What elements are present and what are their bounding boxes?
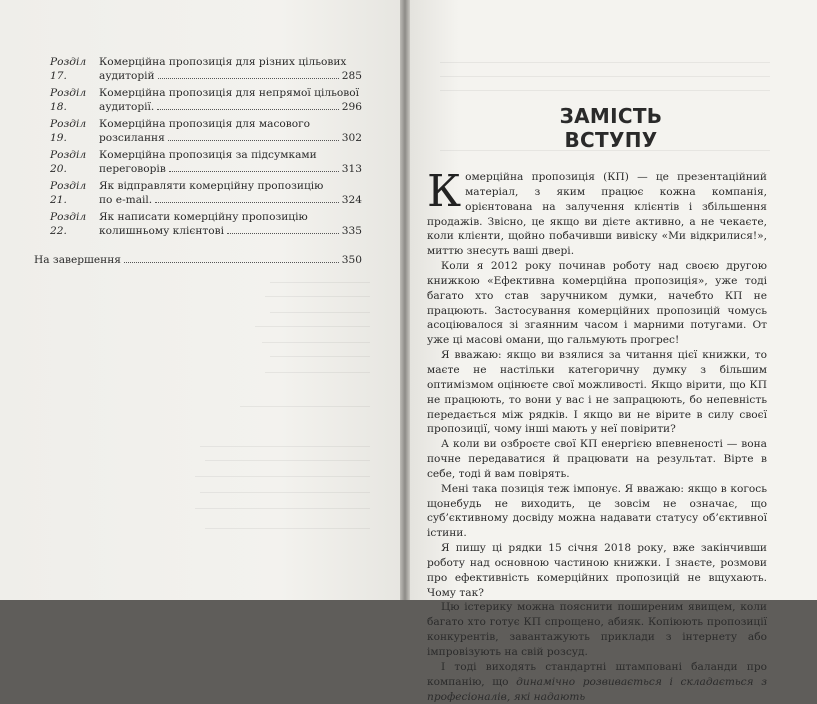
paragraph: Мені така позиція теж імпонує. Я вважаю: якщо в когось щонебудь не виходить, це зовсім не означає, що суб’єктивному досвіду можна надавати статусу об’єктивної істини.: [427, 482, 767, 540]
toc-chapter-number: Розділ 19.: [50, 118, 87, 144]
toc-leader-dots: [158, 77, 339, 79]
toc-chapter-number: Розділ 21.: [50, 180, 87, 206]
paragraph: І тоді виходять стандартні штамповані баланди про компанію, що динамічно розвивається і складається з професіоналів, які надають: [427, 660, 767, 703]
toc-title-line: Як відправляти комерційну пропозицію: [99, 180, 324, 192]
paragraph: Коли я 2012 року починав роботу над своєю другою книжкою «Ефективна комерційна пропозиція», уже тоді багато хто став заручником думки, начебто КП не працюють. Застосування комерційних пропозицій чомусь асоціювалося зі згаянним часом і марними потугами. От уже ці масові омани, що гальмують прогрес!: [427, 260, 767, 347]
toc-leader-dots: [155, 201, 339, 203]
toc-title-line: Комерційна пропозиція за підсумками: [99, 149, 317, 161]
toc-leader-dots: [124, 261, 339, 263]
toc-entry[interactable]: [50, 117, 362, 145]
toc-page-number: 335: [341, 225, 362, 237]
toc-chapter-number: Розділ 20.: [50, 149, 87, 175]
toc-leader-dots: [169, 170, 339, 172]
toc-title-line: аудиторій: [99, 70, 155, 82]
toc-chapter-number: Розділ 18.: [50, 87, 87, 113]
book-gutter: [400, 0, 410, 600]
toc-page-number: 313: [341, 163, 362, 175]
toc-leader-dots: [157, 108, 338, 110]
toc-leader-dots: [227, 232, 339, 234]
paragraph: А коли ви озброєте свої КП енергією впевненості — вона почне передаватися й працювати на результат. Вірте в себе, тоді й вам повірять.: [427, 438, 767, 480]
toc-page-number: 302: [341, 132, 362, 144]
toc-entry[interactable]: [50, 86, 362, 114]
toc-page-number: 296: [341, 101, 362, 113]
paragraph: Я пишу ці рядки 15 січня 2018 року, вже закінчивши роботу над основною частиною книжки. І знаєте, розмови про ефективність комерційних пропозицій не вщухають. Чому так?: [427, 542, 767, 599]
article-body: [427, 166, 767, 704]
left-page: [0, 0, 400, 600]
toc-page-number: 285: [341, 70, 362, 82]
chapter-heading: ЗАМІСТЬ ВСТУПУ: [559, 104, 663, 152]
toc-title-line: переговорів: [99, 163, 166, 175]
paragraph: Цю істерику можна пояснити поширеним явищем, коли багато хто готує КП спрощено, абияк. Копіюють пропозиції конкурентів, завантажують приклади з інтернету або імпровізують на свій розсуд.: [427, 601, 767, 658]
toc-title-line: аудиторії.: [99, 101, 155, 113]
paragraph: Комерційна пропозиція (КП) — це презентаційний матеріал, з яким працює кожна компанія, орієнтована на залучення клієнтів і збільшення продажів. Звісно, це якщо ви дієте активно, а не чекаєте, коли клієнти, щойно побачивши вивіску «Ми відкрилися!», миттю знесуть ваші двері.: [427, 166, 767, 258]
toc-page-number: 324: [341, 194, 362, 206]
toc-entry[interactable]: [50, 55, 362, 83]
toc-conclusion-label: На завершення: [34, 254, 121, 266]
toc-page-number: 350: [341, 254, 362, 266]
italic-text: динамічно розвивається і складається з професіоналів, які надають: [427, 675, 767, 703]
toc-entry[interactable]: [50, 148, 362, 176]
toc-title-line: колишньому клієнтові: [99, 225, 225, 237]
toc-entry-conclusion[interactable]: [34, 253, 362, 267]
toc-chapter-number: Розділ 22.: [50, 211, 87, 237]
table-of-contents: [34, 55, 362, 270]
toc-entry[interactable]: [50, 179, 362, 207]
toc-entry[interactable]: [50, 210, 362, 238]
toc-title-line: по e-mail.: [99, 194, 153, 206]
toc-title-line: Комерційна пропозиція для масового: [99, 118, 311, 130]
paragraph: Я вважаю: якщо ви взялися за читання цієї книжки, то маєте не настільки категоричну думку з більшим оптимізмом оцінюєте свої можливості. Якщо вірити, що КП не працюють, то вони у вас і не запрацюють, бо непевність передається між рядків. І якщо ви не вірите в силу своєї пропозиції, чому інші мають у неї повірити?: [427, 349, 767, 436]
toc-title-line: Комерційна пропозиція для непрямої цільової: [99, 87, 359, 99]
toc-chapter-number: Розділ 17.: [50, 56, 87, 82]
toc-leader-dots: [168, 139, 339, 141]
toc-title-line: Комерційна пропозиція для різних цільових: [99, 56, 347, 68]
toc-title-line: Як написати комерційну пропозицію: [99, 211, 308, 223]
drop-cap: К: [427, 166, 462, 217]
toc-title-line: розсилання: [99, 132, 165, 144]
